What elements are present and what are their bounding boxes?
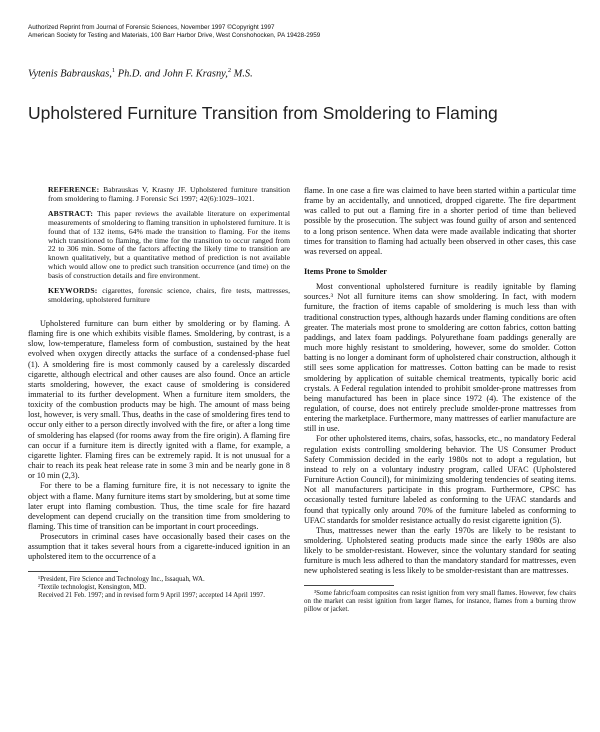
paper-title: Upholstered Furniture Transition from Smoldering to Flaming bbox=[28, 103, 498, 123]
right-column bbox=[304, 186, 576, 615]
keywords-label: KEYWORDS: bbox=[48, 286, 98, 296]
footnote: Received 21 Feb. 1997; and in revised form 9 April 1997; accepted 14 April 1997. bbox=[38, 592, 265, 600]
abstract-paragraph bbox=[48, 210, 290, 281]
abstract-label: ABSTRACT: bbox=[48, 208, 94, 218]
society-address-line: American Society for Testing and Materials, 100 Barr Harbor Drive, West Conshohocken, PA 19428-2959 bbox=[28, 32, 321, 39]
author-name: Vytenis Babrauskas, bbox=[28, 68, 112, 80]
intro-body bbox=[28, 319, 290, 563]
footnote: ²Textile technologist, Kensington, MD. bbox=[38, 584, 146, 592]
body-paragraph: For there to be a flaming furniture fire, it is not necessary to ignite the object with a flame. Many furniture items start by smoldering, but at some time later erupt into flaming combustion. Thus, the time scale for fire hazard development can depend crucially on the transition time from smoldering to flaming. This time of transition can be important in court proceedings. bbox=[28, 481, 290, 531]
footnote: ¹President, Fire Science and Technology Inc., Issaquah, WA. bbox=[38, 575, 205, 583]
reference-text: Babrauskas V, Krasny JF. Upholstered furniture transition from smoldering to flaming. J Forensic Sci 1997; 42(6):1029–1021. bbox=[48, 185, 290, 203]
left-footnotes bbox=[28, 576, 290, 601]
footnote-mark: 2 bbox=[227, 67, 232, 74]
body-paragraph: Most conventional upholstered furniture is readily ignitable by flaming sources.³ Not all furniture items can show smoldering. In fact, with modern furniture, the fraction of items capable of smoldering is much less than with traditional construction types, although hazards under flaming conditions are often greater. The materials most prone to smoldering are cotton fabrics, cotton batting paddings, and latex foam paddings. Polyurethane foam paddings generally are much more highly resistant to smoldering, however, some do smolder. Cotton batting is no longer a dominant form of upholstered chair construction, although it still sees some application for mattresses. Cotton batting can be made to resist smoldering by application of suitable chemical treatments, typically boric acid crystals. A Federal regulation intended to prohibit smolder-prone mattresses from being manufactured has been in place since 1972 (4). The existence of the regulation, of course, does not entirely preclude smolder-prone mattresses from entering the marketplace. Furthermore, many mattresses of earlier manufacture are still in use. bbox=[304, 282, 576, 434]
footnote: ³Some fabric/foam composites can resist ignition from very small flames. However, few chairs on the market can resist ignition from larger flames, for instance, flames from a burning throw pillow or jacket. bbox=[304, 589, 576, 614]
authors-line bbox=[28, 67, 588, 79]
keywords-paragraph bbox=[48, 287, 290, 305]
keywords-text: cigarettes, forensic science, chairs, fire tests, mattresses, smoldering, upholstered furniture bbox=[48, 286, 290, 304]
body-paragraph: Upholstered furniture can burn either by smoldering or by flaming. A flaming fire is one which exhibits visible flames. Smoldering, by contrast, is a slow, low-temperature, flameless form of combustion, sustained by the heat evolved when oxygen directly attacks the surface of a condensed-phase fuel (1). A smoldering fire is most commonly caused by a carelessly discarded cigarette, although electrical and other causes are also found. Once an article starts smoldering, however, the exact cause of smoldering is considered immaterial to its further development. When a furniture item smolders, the toxicity of the combustion products may be high. The amount of mass being lost, however, is very small. Thus, deaths in the case of smoldering fires tend to occur only either to a person directly involved with the fire, or after a long time of smoldering has elapsed (for rooms away from the fire origin). A flaming fire can occur if a furniture item is directly ignited with a flame, for example, a cigarette lighter. Flaming fires can be extremely rapid. It is not unusual for a chair to reach its peak heat release rate in some 3 min and be nearly gone in 8 or 10 min (2,3). bbox=[28, 318, 290, 481]
body-paragraph: flame. In one case a fire was claimed to have been started within a particular time frame by an accidentally, and unnoticed, dropped cigarette. The fire department was called to put out a flaming fire in a shorter period of time than believed possible by the prosecution. The subject was found guilty of arson and sentenced to a long prison sentence. When data were made available indicating that shorter times for transition to flaming had actually been observed in other cases, this case was reversed on appeal. bbox=[304, 186, 576, 256]
left-column bbox=[28, 186, 290, 601]
footnote-divider bbox=[28, 571, 118, 572]
body-paragraph: For other upholstered items, chairs, sofas, hassocks, etc., no mandatory Federal regulation exists controlling smoldering behavior. The US Consumer Product Safety Commission decided in the early 1980s not to adopt a regulation, but instead to rely on a voluntary industry program, called UFAC (Upholstered Furniture Action Council), for minimizing smoldering tendencies of seating items. Not all manufacturers participate in this program. Furthermore, CPSC has occasionally tested furniture labeled as conforming to the UFAC standards and found that typically only around 70% of the furniture labeled as conforming to UFAC standards for smolder resistance actually do resist cigarette ignition (5). bbox=[304, 434, 576, 525]
section-body bbox=[304, 282, 576, 577]
right-footnotes bbox=[304, 590, 576, 615]
right-body-top bbox=[304, 186, 576, 257]
body-paragraph: Thus, mattresses newer than the early 1970s are likely to be resistant to smoldering. Upholstered seating products made since the early 1980s are also likely to be smolder-resistant. However, since the voluntary standard for seating furniture is much less adhered to than the mandatory standard for mattresses, even new upholstered seating is less likely to be smolder-resistant than are mattresses. bbox=[304, 525, 576, 576]
reference-label: REFERENCE: bbox=[48, 185, 100, 194]
section-heading: Items Prone to Smolder bbox=[304, 267, 387, 277]
author-degree: Ph.D. and John F. Krasny, bbox=[115, 68, 228, 80]
abstract-text: This paper reviews the available literature on experimental measurements of smoldering to flaming transition in upholstered furniture. It is found that of 132 items, 64% made the transition to flaming. For the items which transitioned to flaming, the time for the transition to occur ranged from 22 to 306 min. Some of the factors affecting the likely time to transition are known qualitatively, but a quantitative method of prediction is not available which would allow one to predict such transition occurrence (and time) on the basis of construction details and fire environment. bbox=[48, 208, 290, 281]
reference-paragraph bbox=[48, 186, 290, 204]
footnote-divider bbox=[304, 585, 394, 586]
author-degree: M.S. bbox=[231, 68, 253, 80]
footnote-mark: 1 bbox=[111, 67, 116, 74]
body-paragraph: Prosecutors in criminal cases have occasionally based their cases on the assumption that it takes several hours from a cigarette-induced ignition in an upholstered item to the occurrence of a bbox=[28, 532, 290, 562]
abstract-block bbox=[48, 186, 290, 305]
journal-reprint-line: Authorized Reprint from Journal of Forensic Sciences, November 1997 ©Copyright 1997 bbox=[28, 24, 275, 31]
